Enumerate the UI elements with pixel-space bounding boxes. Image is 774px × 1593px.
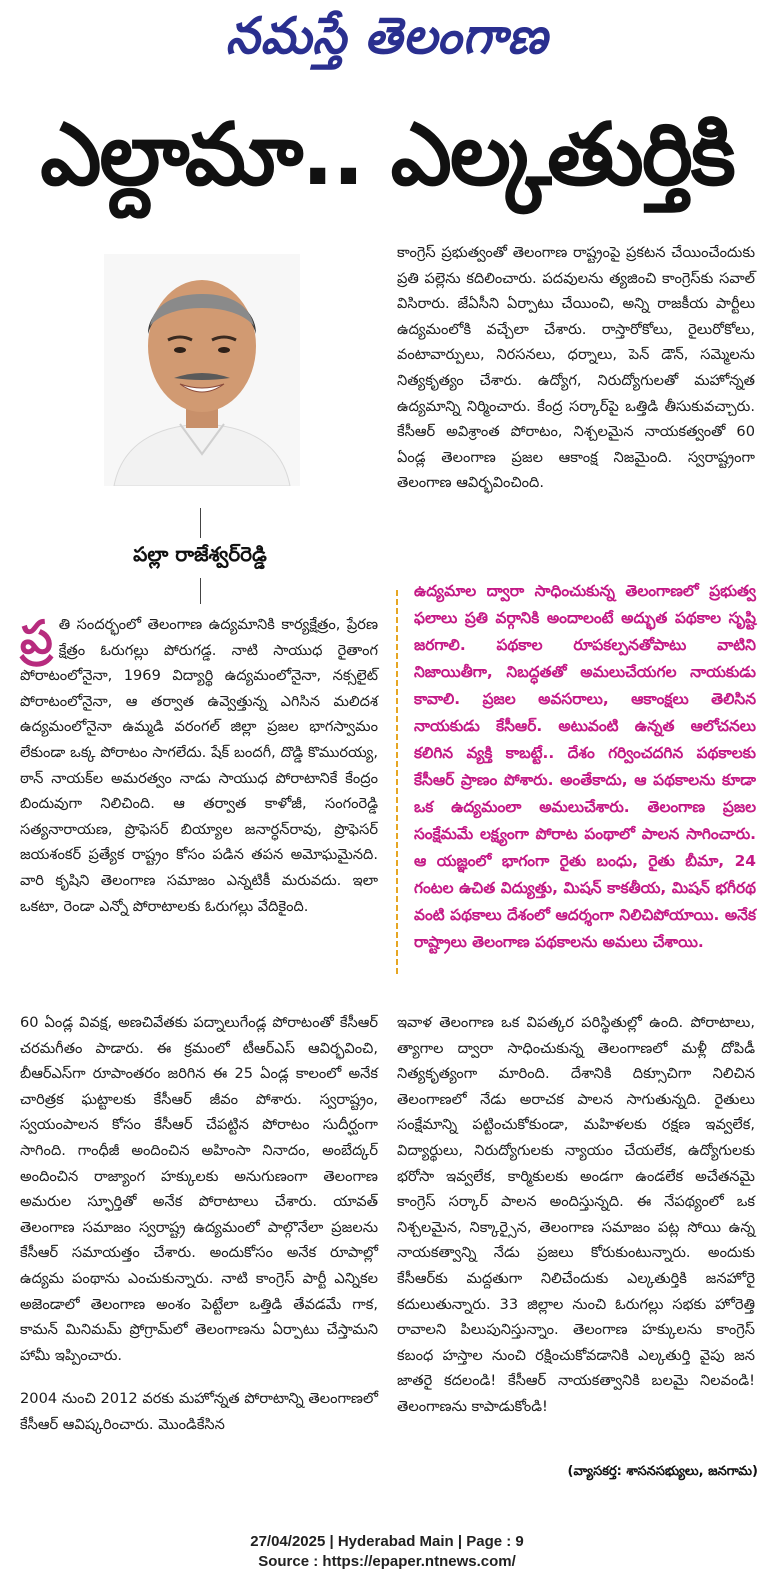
byline-rule-bottom xyxy=(200,578,201,604)
paragraph: ఇవాళ తెలంగాణ ఒక విపత్కర పరిస్థితుల్లో ఉంది. పోరాటాలు, త్యాగాల ద్వారా సాధించుకున్న తెలంగాణలో మళ్లీ దోపిడీ నిత్యకృత్యంగా మారింది. దేశానికి దిక్సూచిగా నిలిచిన తెలంగాణలో నేడు అరాచక పాలన సాగుతున్నది. రైతులు సంక్షేమాన్ని పట్టించుకోకుండా, మహిళలకు రక్షణ ఇవ్వలేక, విద్యార్థులు, నిరుద్యోగులకు న్యాయం చేయలేక, ఉద్యోగులకు భరోసా ఇవ్వలేక, కార్మికులకు అండగా ఉండలేక అచేతనమై కాంగ్రెస్ సర్కార్ పాలన అందిస్తున్నది. ఈ నేపథ్యంలో ఒక నిశ్చలమైన, నిక్కార్సైన, తెలంగాణ సమాజం పట్ల సోయి ఉన్న నాయకత్వాన్ని నేడు ప్రజలు కోరుకుంటున్నారు. అందుకు కేసీఆర్‌కు మద్దతుగా నిలిచేందుకు ఎల్కతుర్తికి జనహోరై కదులుతున్నారు. 33 జిల్లాల నుంచి ఓరుగల్లు సభకు హోరెత్తి రావాలని పిలుపునిస్తున్నాం. తెలంగాణ హక్కులను కాంగ్రెస్ కబంధ హస్తాల నుంచి రక్షించుకోవడానికి ఎల్కతుర్తి వైపు జన జాతరై కదలండి! కేసీఆర్ నాయకత్వానికి బలమై నిలవండి! తెలంగాణను కాపాడుకోండి! xyxy=(397,1014,755,1415)
pull-quote-box xyxy=(396,578,758,988)
masthead-name: నమస్తే తెలంగాణ xyxy=(225,6,549,66)
article-column-right-bottom xyxy=(397,1010,755,1420)
paragraph xyxy=(20,612,378,919)
article-column-left-bottom xyxy=(20,1010,378,1438)
byline: పల్లా రాజేశ్వర్‌రెడ్డి xyxy=(133,542,267,566)
paragraph-text: తి సందర్భంలో తెలంగాణ ఉద్యమానికి కార్యక్షేత్రం, ప్రేరణ క్షేత్రం ఓరుగల్లు పోరుగడ్డ. నాటి సాయుధ రైతాంగ పోరాటంలోనైనా, 1969 విద్యార్థి ఉద్యమంలోనైనా, నక్సలైట్ పోరాటంలోనైనా, ఆ తర్వాత ఉవ్వెత్తున్న ఎగిసిన మలిదశ ఉద్యమంలోనైనా ఉమ్మడి వరంగల్ జిల్లా ప్రజల భాగస్వామం లేకుండా ఒక్క పోరాటం సాగలేదు. షేక్ బందగీ, దొడ్డి కొమురయ్య, ఠాన్ నాయక్‌ల అమరత్వం నాడు సాయుధ పోరాటానికే కేంద్రం బిందువుగా నిలిచింది. ఆ తర్వాత కాళోజీ, సంగంరెడ్డి సత్యనారాయణ, ప్రొఫెసర్ బియ్యాల జనార్ధన్‌రావు, ప్రొఫెసర్ జయశంకర్ ప్రత్యేక రాష్ట్రం కోసం పడిన తపన అమోఘమైనది. వారి కృషిని తెలంగాణ సమాజం ఎన్నటికీ మరువదు. ఇలా ఒకటా, రెండా ఎన్నో పోరాటాలకు ఓరుగల్లు వేదికైంది. xyxy=(20,616,378,915)
footer-source-line: Source : https://epaper.ntnews.com/ xyxy=(258,1553,516,1570)
article-column-left-top xyxy=(20,612,378,919)
author-portrait-icon xyxy=(104,254,300,486)
paragraph: 60 ఏండ్ల వివక్ష, అణచివేతకు పద్నాలుగేండ్ల పోరాటంతో కేసీఆర్ చరమగీతం పాడారు. ఈ క్రమంలో టీఆర్‌ఎస్ ఆవిర్భవించి, బీఆర్‌ఎస్‌గా రూపాంతరం జరిగిన ఈ 25 ఏండ్ల కాలంలో అనేక చారిత్రక ఘట్టాలకు కేసీఆర్ జీవం పోశారు. స్వరాష్ట్రం, స్వయంపాలన కోసం కేసీఆర్ చేపట్టిన పోరాటం సుదీర్ఘంగా సాగింది. గాంధీజీ అందించిన అహింసా నినాదం, అంబేద్కర్ అందించిన రాజ్యాంగ హక్కులకు అనుగుణంగా తెలంగాణ అమరుల స్ఫూర్తితో అనేక పోరాటాలు చేశారు. యావత్ తెలంగాణ సమాజం స్వరాష్ట్ర ఉద్యమంలో పాల్గొనేలా ప్రజలను కేసీఆర్ సమాయత్తం చేశారు. అందుకోసం అనేక రూపాల్లో ఉద్యమ పంథాను ఎంచుకున్నారు. నాటి కాంగ్రెస్ పార్టీ ఎన్నికల అజెండాలో తెలంగాణ అంశం పెట్టేలా ఒత్తిడి తేవడమే గాక, కామన్ మినిమమ్ ప్రోగ్రామ్‌లో తెలంగాణను ఏర్పాటు చేస్తామని హామీ ఇప్పించారు. xyxy=(20,1014,378,1364)
pull-quote: ఉద్యమాల ద్వారా సాధించుకున్న తెలంగాణలో ప్రభుత్వ ఫలాలు ప్రతి వర్గానికి అందాలంటే అద్భుత పథకాల సృష్టి జరగాలి. పథకాల రూపకల్పనతోపాటు వాటిని నిజాయితీగా, నిబద్ధతతో అమలుచేయగల నాయకుడు కావాలి. ప్రజల అవసరాలు, ఆకాంక్షలు తెలిసిన నాయకుడు కేసీఆర్. అటువంటి ఉన్నత ఆలోచనలు కలిగిన వ్యక్తి కాబట్టే.. దేశం గర్వించదగిన పథకాలకు కేసీఆర్ ప్రాణం పోశారు. అంతేకాదు, ఆ పథకాలను కూడా ఒక ఉద్యమంలా అమలుచేశారు. తెలంగాణ ప్రజల సంక్షేమమే లక్ష్యంగా పోరాట పంథాలో పాలన సాగించారు. ఆ యజ్ఞంలో భాగంగా రైతు బంధు, రైతు బీమా, 24 గంటల ఉచిత విద్యుత్తు, మిషన్ కాకతీయ, మిషన్ భగీరథ వంటి పథకాలు దేశంలో ఆదర్శంగా నిలిచిపోయాయి. అనేక రాష్ట్రాలు తెలంగాణ పథకాలను అమలు చేశాయి. xyxy=(414,582,756,951)
pull-quote-bar xyxy=(396,590,398,976)
footer xyxy=(0,1532,774,1572)
headline: ఎల్దామా.. ఎల్కతుర్తికి xyxy=(40,105,734,205)
byline-rule-top xyxy=(200,508,201,538)
footer-date-line: 27/04/2025 | Hyderabad Main | Page : 9 xyxy=(250,1533,524,1550)
article-column-right-top xyxy=(397,240,755,496)
author-note: (వ్యాసకర్త: శాసనసభ్యులు, జనగామ) xyxy=(567,1464,758,1479)
author-photo xyxy=(104,254,300,486)
drop-cap: ప్ర xyxy=(20,610,53,664)
paragraph: 2004 నుంచి 2012 వరకు మహోన్నత పోరాటాన్ని తెలంగాణలో కేసీఆర్ ఆవిష్కరించారు. మొండికేసిన xyxy=(20,1390,378,1433)
masthead xyxy=(0,2,774,72)
paragraph: కాంగ్రెస్ ప్రభుత్వంతో తెలంగాణ రాష్ట్రంపై ప్రకటన చేయించేందుకు ప్రతి పల్లెను కదిలించారు. పదవులను త్యజించి కాంగ్రెస్‌కు సవాల్ విసిరారు. జేఏసీని ఏర్పాటు చేయించి, అన్ని రాజకీయ పార్టీలు ఉద్యమంలోకి వచ్చేలా చేశారు. రాస్తారోకోలు, రైలురోకోలు, వంటావార్పులు, నిరసనలు, ధర్నాలు, పెన్ డౌన్, సమ్మెలను నిత్యకృత్యం చేశారు. ఉద్యోగ, నిరుద్యోగులతో మహోన్నత ఉద్యమాన్ని నిర్మించారు. కేంద్ర సర్కార్‌పై ఒత్తిడి తీసుకువచ్చారు. కేసీఆర్ అవిశ్రాంత పోరాటం, నిశ్చలమైన నాయకత్వంతో 60 ఏండ్ల తెలంగాణ ప్రజల ఆకాంక్ష నిజమైంది. స్వరాష్ట్రంగా తెలంగాణ ఆవిర్భవించింది. xyxy=(397,244,755,492)
